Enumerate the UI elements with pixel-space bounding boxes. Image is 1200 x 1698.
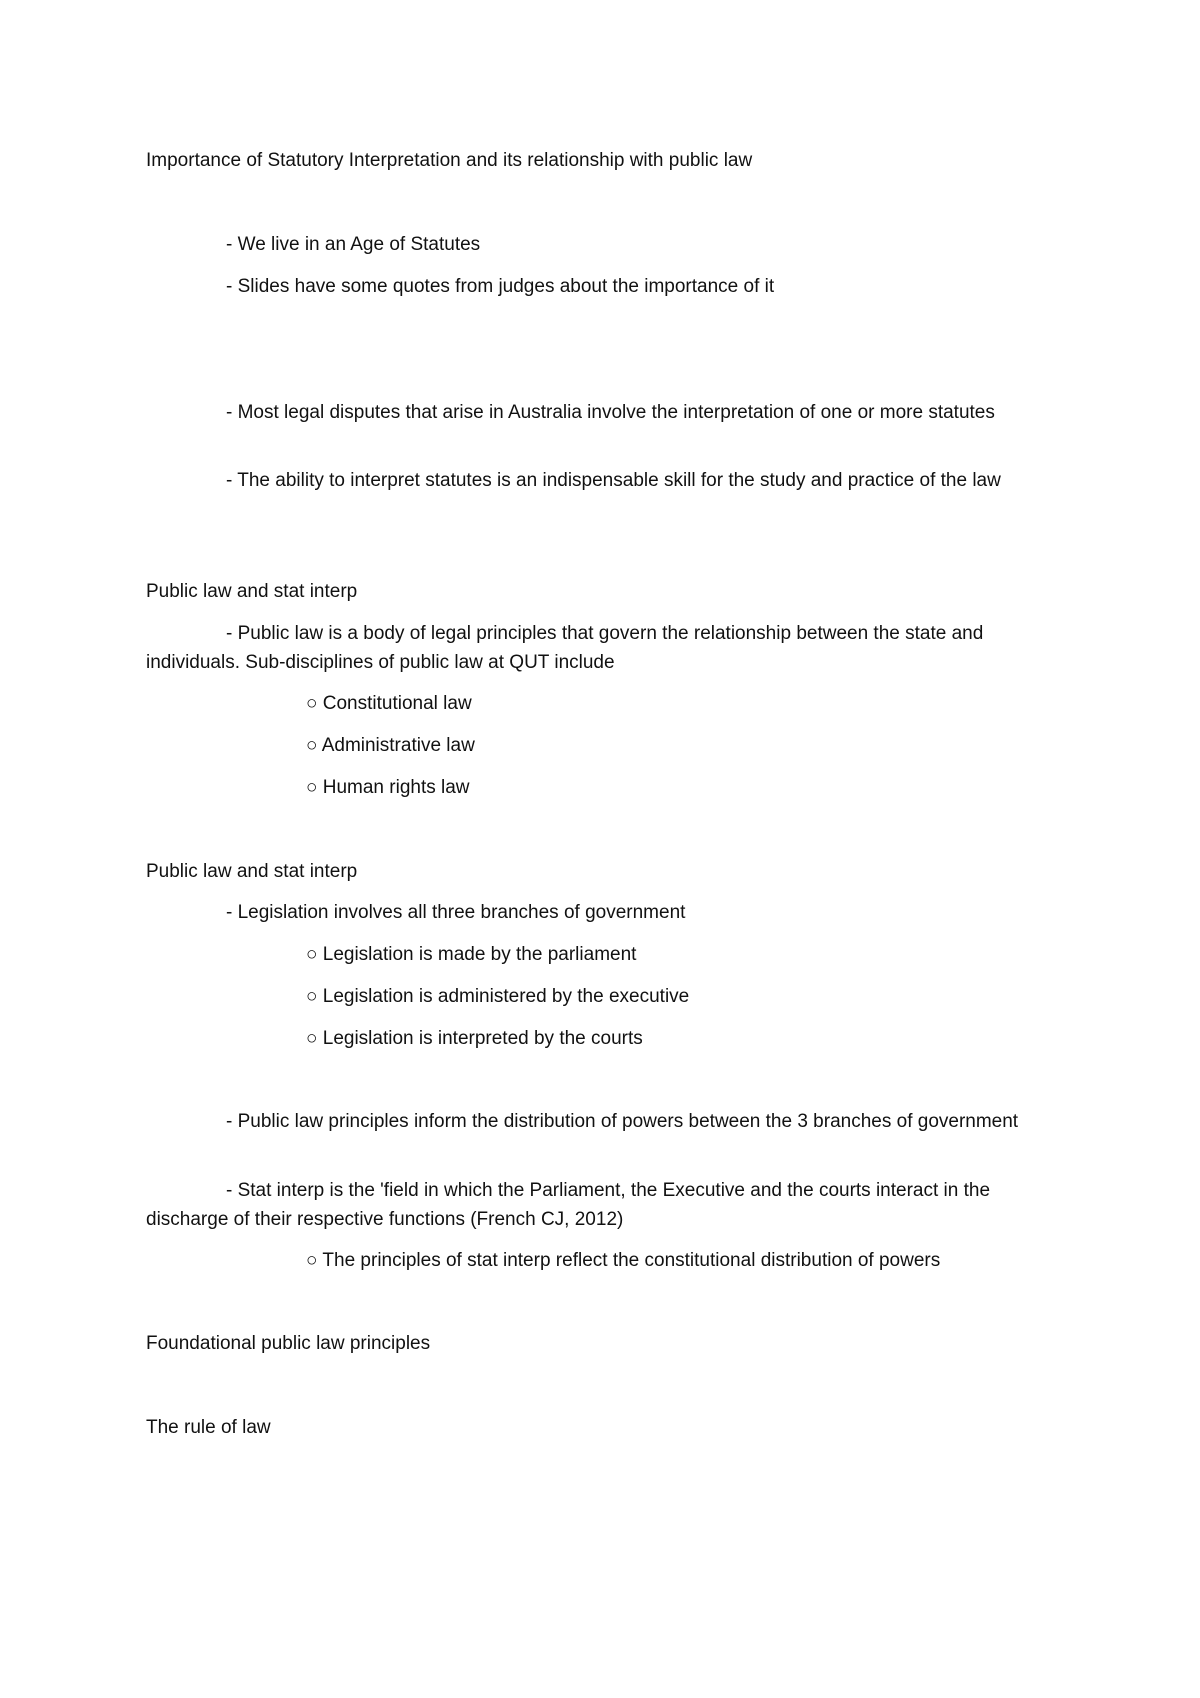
sub-bullet-parliament: ○ Legislation is made by the parliament	[306, 944, 637, 965]
bullet-age-of-statutes: - We live in an Age of Statutes	[226, 234, 481, 255]
sub-bullet-executive: ○ Legislation is administered by the executive	[306, 986, 690, 1007]
section-heading-foundational-principles: Foundational public law principles	[146, 1333, 431, 1354]
section-heading-rule-of-law: The rule of law	[146, 1417, 271, 1438]
paragraph-stat-interp-field: - Stat interp is the 'field in which the Parliament, the Executive and the courts interact in the discharge of their respective functions (French CJ, 2012)	[146, 1180, 991, 1230]
section-heading-public-law: Public law and stat interp	[146, 581, 358, 602]
paragraph-interpretation-skill: - The ability to interpret statutes is an indispensable skill for the study and practice of the law	[226, 470, 1001, 491]
sub-bullet-courts: ○ Legislation is interpreted by the courts	[306, 1028, 643, 1049]
bullet-three-branches: - Legislation involves all three branches of government	[226, 902, 686, 923]
sub-bullet-human-rights-law: ○ Human rights law	[306, 777, 470, 798]
sub-bullet-administrative-law: ○ Administrative law	[306, 735, 475, 756]
bullet-slides-quotes: - Slides have some quotes from judges about the importance of it	[226, 276, 775, 297]
paragraph-distribution-of-powers: - Public law principles inform the distribution of powers between the 3 branches of government	[226, 1111, 1019, 1132]
document-title: Importance of Statutory Interpretation and its relationship with public law	[146, 150, 753, 171]
paragraph-public-law-definition: - Public law is a body of legal principles that govern the relationship between the state and individuals. Sub-disciplines of public law at QUT include	[146, 623, 984, 673]
sub-bullet-constitutional-law: ○ Constitutional law	[306, 693, 472, 714]
sub-bullet-constitutional-distribution: ○ The principles of stat interp reflect the constitutional distribution of powers	[306, 1250, 941, 1271]
paragraph-legal-disputes: - Most legal disputes that arise in Australia involve the interpretation of one or more statutes	[226, 402, 995, 423]
section-heading-public-law-2: Public law and stat interp	[146, 861, 358, 882]
